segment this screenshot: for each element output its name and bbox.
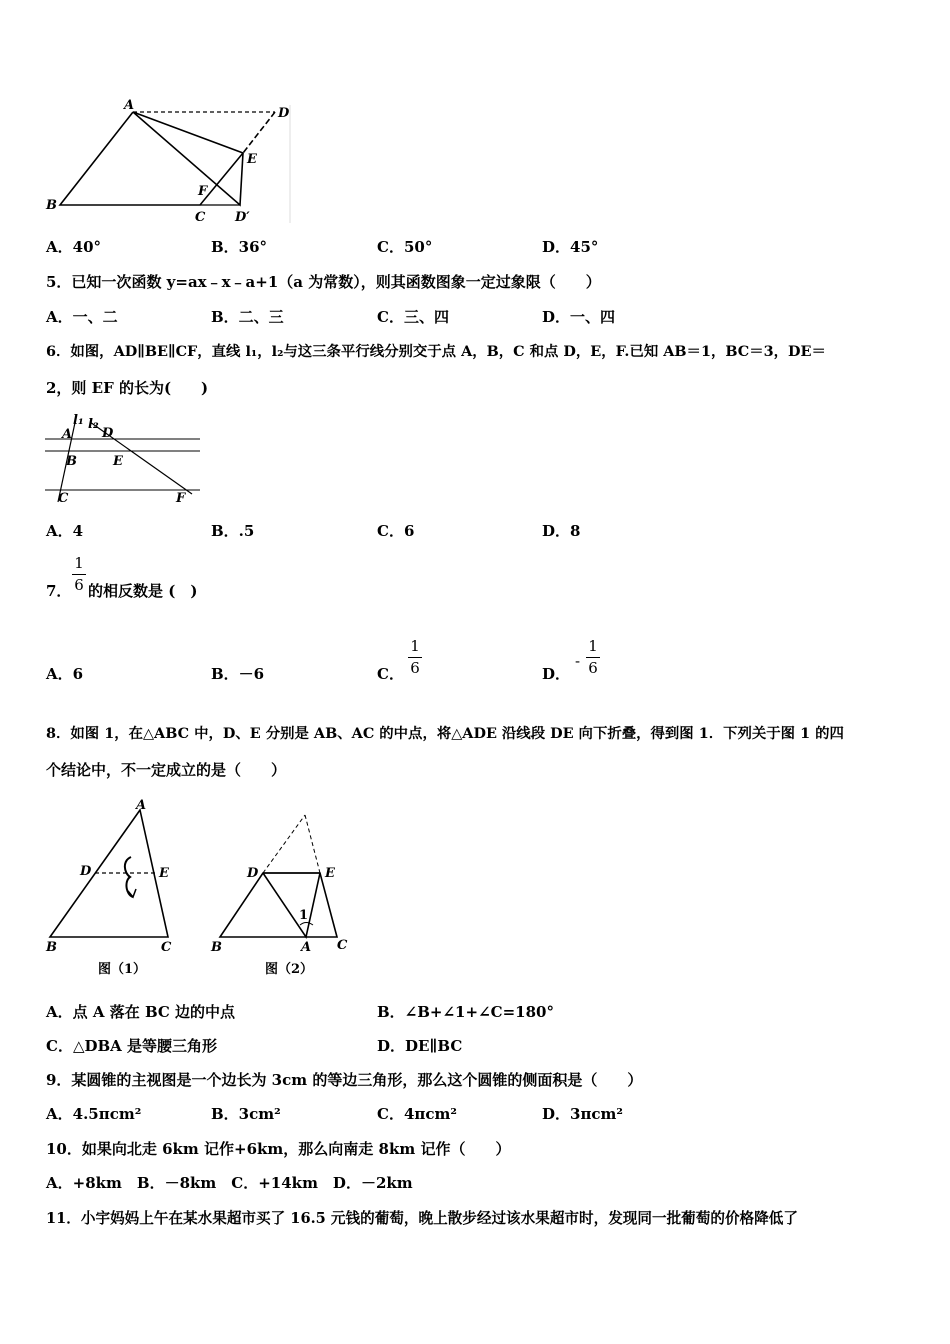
q7-option-d[interactable] — [542, 663, 570, 684]
q5-option-a[interactable]: A．一、二 — [46, 308, 118, 326]
q4-label-b: B — [46, 198, 57, 213]
q7-option-c-fraction — [408, 638, 422, 677]
q8-fig1-label-e: E — [159, 866, 169, 881]
q8-fig2-label-1: 1 — [299, 908, 309, 923]
q6-label-e: E — [113, 454, 123, 469]
q6-label-l2: l₂ — [88, 417, 99, 432]
q6-label-d: D — [102, 426, 114, 441]
q8-fig2-label-d: D — [247, 866, 259, 881]
q10-stem: 10．如果向北走 6km 记作+6km，那么向南走 8km 记作（ ） — [46, 1140, 511, 1158]
q4-option-b[interactable]: B．36° — [211, 238, 268, 256]
q6-label-b: B — [66, 454, 77, 469]
q5-option-b[interactable]: B．二、三 — [211, 308, 284, 326]
q8-fig2-label-e: E — [325, 866, 335, 881]
q7-option-c-prefix: C． — [377, 665, 404, 683]
q4-label-f: F — [198, 184, 208, 199]
q4-option-a[interactable]: A．40° — [46, 238, 102, 256]
q8-fig1-label-d: D — [80, 864, 92, 879]
q7-number: 7． — [46, 582, 72, 600]
q5-option-d[interactable]: D．一、四 — [542, 308, 616, 326]
q6-option-d[interactable]: D．8 — [542, 522, 581, 540]
q7-option-d-num: 1 — [588, 637, 598, 655]
q8-fig2-caption: 图（2） — [265, 962, 314, 977]
q6-figure — [40, 408, 210, 508]
q8-fig1-label-a: A — [136, 798, 147, 813]
q8-fig2-label-b: B — [211, 940, 222, 955]
q8-stem-line1: 8．如图 1，在△ABC 中，D、E 分别是 AB、AC 的中点，将△ADE 沿线段 DE 向下折叠，得到图 1．下列关于图 1 的四 — [46, 725, 844, 742]
q7-option-d-prefix: D． — [542, 665, 571, 683]
q5-stem: 5．已知一次函数 y=ax﹣x﹣a+1（a 为常数），则其函数图象一定过象限（ ） — [46, 273, 601, 291]
q9-option-d[interactable]: D．3πcm² — [542, 1105, 623, 1123]
q7-option-c[interactable] — [377, 663, 404, 684]
q7-option-b[interactable]: B．－6 — [211, 665, 265, 683]
q9-option-a[interactable]: A．4.5πcm² — [46, 1105, 142, 1123]
q6-option-a[interactable]: A．4 — [46, 522, 84, 540]
q6-label-l1: l₁ — [73, 413, 84, 428]
q5-option-c[interactable]: C．三、四 — [377, 308, 449, 326]
q4-label-d-prime: D′ — [235, 210, 250, 225]
q9-option-c[interactable]: C．4πcm² — [377, 1105, 457, 1123]
q7-stem-fraction — [72, 555, 86, 594]
q4-figure — [40, 95, 300, 230]
q8-option-a[interactable]: A．点 A 落在 BC 边的中点 — [46, 1003, 236, 1021]
q7-option-c-den: 6 — [410, 659, 420, 677]
q6-option-b[interactable]: B．.5 — [211, 522, 255, 540]
q7-option-d-sign: - — [575, 652, 581, 670]
q6-stem-line1: 6．如图，AD∥BE∥CF，直线 l₁，l₂与这三条平行线分别交于点 A，B，C 和点 D，E，F.已知 AB＝1，BC＝3，DE＝ — [46, 343, 826, 360]
q7-option-a[interactable]: A．6 — [46, 665, 84, 683]
q4-option-d[interactable]: D．45° — [542, 238, 599, 256]
q8-option-b[interactable]: B．∠B+∠1+∠C=180° — [377, 1003, 554, 1021]
q7-option-d-den: 6 — [588, 659, 598, 677]
q8-fig2-label-c: C — [337, 938, 348, 953]
q8-option-d[interactable]: D．DE∥BC — [377, 1037, 463, 1055]
q4-label-a: A — [124, 98, 135, 113]
q6-stem-line2: 2，则 EF 的长为( ) — [46, 379, 209, 397]
q4-option-c[interactable]: C．50° — [377, 238, 433, 256]
q6-label-f: F — [176, 491, 186, 506]
q7-frac-num: 1 — [74, 554, 84, 572]
q7-frac-den: 6 — [74, 576, 84, 594]
q6-label-c: C — [58, 491, 69, 506]
q8-stem-line2: 个结论中，不一定成立的是（ ） — [46, 761, 287, 779]
q10-options[interactable]: A．+8km B．－8km C．+14km D．－2km — [46, 1174, 413, 1192]
q4-label-d: D — [278, 106, 290, 121]
q8-option-c[interactable]: C．△DBA 是等腰三角形 — [46, 1037, 218, 1055]
q8-fig1-label-c: C — [161, 940, 172, 955]
q8-figure-2 — [205, 805, 355, 980]
q8-fig1-label-b: B — [46, 940, 57, 955]
q9-option-b[interactable]: B．3cm² — [211, 1105, 281, 1123]
q8-figure-1 — [40, 795, 190, 980]
q4-label-c: C — [195, 210, 206, 225]
q6-option-c[interactable]: C．6 — [377, 522, 415, 540]
q8-fig1-caption: 图（1） — [98, 962, 147, 977]
q7-option-d-fraction — [586, 638, 600, 677]
q11-stem: 11．小宇妈妈上午在某水果超市买了 16.5 元钱的葡萄，晚上散步经过该水果超市时，发现同一批葡萄的价格降低了 — [46, 1210, 798, 1227]
q7-option-c-num: 1 — [410, 637, 420, 655]
q9-stem: 9．某圆锥的主视图是一个边长为 3cm 的等边三角形，那么这个圆锥的侧面积是（ ） — [46, 1071, 643, 1089]
q6-label-a: A — [62, 427, 73, 442]
q4-label-e: E — [247, 152, 257, 167]
q7-stem-tail: 的相反数是 ( ) — [88, 582, 198, 600]
q8-fig2-label-a: A — [301, 940, 312, 955]
